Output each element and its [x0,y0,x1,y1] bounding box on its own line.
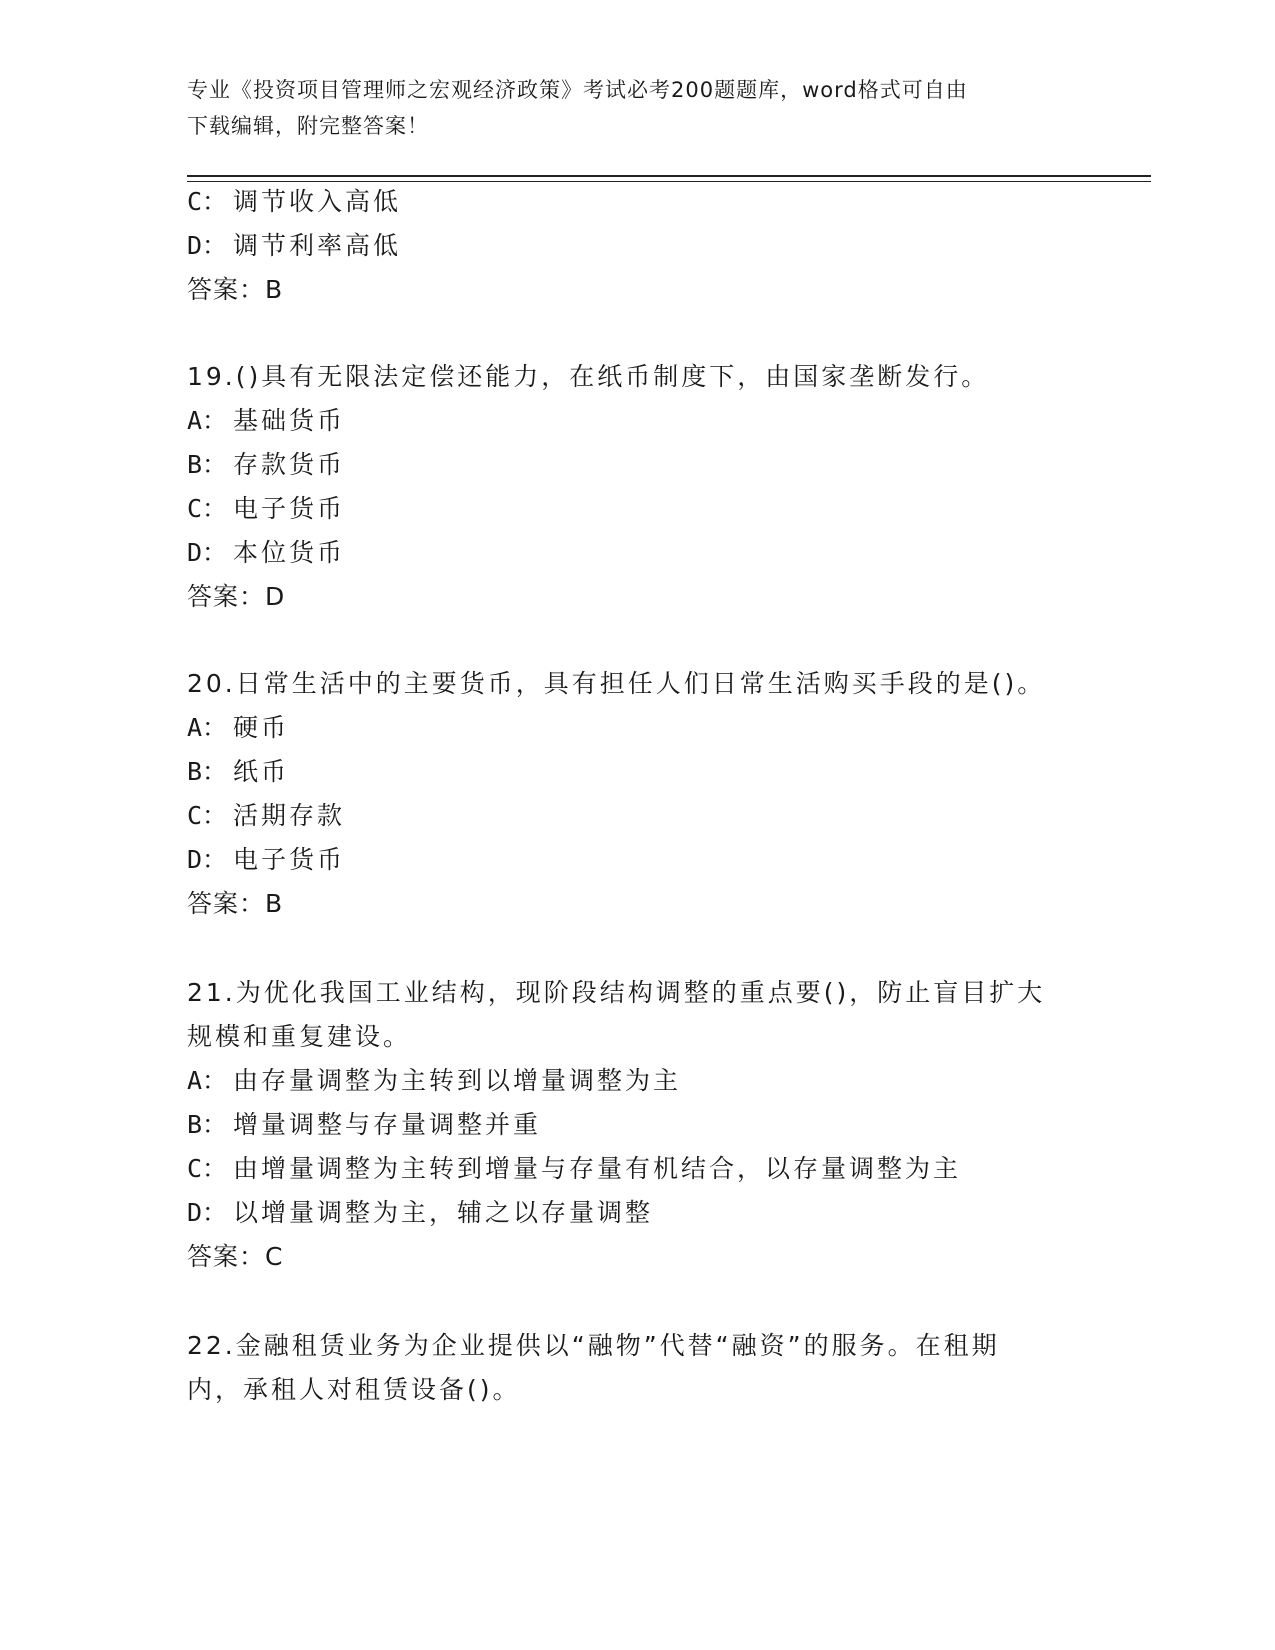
option-text: 增量调整与存量调整并重 [233,1110,542,1139]
option-label: D： [187,231,228,260]
option-text: 以增量调整为主，辅之以存量调整 [233,1198,654,1227]
option-label: C： [187,1154,228,1183]
question-20-option-d [187,843,345,877]
option-label: A： [187,1066,228,1095]
option-text: 活期存款 [233,801,346,830]
question-19-option-c [187,492,345,526]
option-label: D： [187,1198,228,1227]
option-label: D： [187,845,228,874]
question-19-option-b [187,448,345,482]
question-20-option-b [187,755,289,789]
question-21-answer: 答案：C [187,1242,284,1271]
option-label: C： [187,494,228,523]
question-21-stem-line-1: 21.为优化我国工业结构，现阶段结构调整的重点要()，防止盲目扩大 [187,978,1046,1007]
question-21-option-d [187,1196,653,1230]
option-text: 硬币 [233,713,290,742]
option-text: 纸币 [233,757,290,786]
question-21-option-b [187,1108,541,1142]
question-19-answer: 答案：D [187,582,286,611]
option-text: 由增量调整为主转到增量与存量有机结合，以存量调整为主 [233,1154,962,1183]
header-divider-thin [187,181,1151,182]
question-20-option-a [187,711,289,745]
question-20-option-c [187,799,345,833]
option-label: C： [187,801,228,830]
option-text: 存款货币 [233,450,346,479]
question-21-option-a [187,1064,681,1098]
option-text: 调节利率高低 [233,231,402,260]
question-19-stem: 19.()具有无限法定偿还能力，在纸币制度下，由国家垄断发行。 [187,362,990,391]
question-20-answer: 答案：B [187,889,284,918]
question-19-option-a [187,404,345,438]
prev-option-d [187,229,401,263]
header-line-2: 下载编辑，附完整答案！ [187,114,429,138]
option-text: 由存量调整为主转到以增量调整为主 [233,1066,682,1095]
header-line-1: 专业《投资项目管理师之宏观经济政策》考试必考200题题库，word格式可自由 [187,78,968,102]
option-label: A： [187,713,228,742]
option-text: 本位货币 [233,538,346,567]
option-label: A： [187,406,228,435]
option-label: B： [187,450,228,479]
question-22-stem-line-1: 22.金融租赁业务为企业提供以“融物”代替“融资”的服务。在租期 [187,1331,1000,1360]
option-label: D： [187,538,228,567]
prev-option-c [187,185,401,219]
question-22-stem-line-2: 内，承租人对租赁设备()。 [187,1375,521,1404]
option-text: 调节收入高低 [233,187,402,216]
option-label: B： [187,1110,228,1139]
question-21-stem-line-2: 规模和重复建设。 [187,1022,412,1051]
question-21-option-c [187,1152,961,1186]
option-text: 电子货币 [233,494,346,523]
option-text: 基础货币 [233,406,346,435]
prev-answer: 答案：B [187,275,284,304]
document-header [187,72,1077,144]
option-label: B： [187,757,228,786]
option-text: 电子货币 [233,845,346,874]
option-label: C： [187,187,228,216]
question-19-option-d [187,536,345,570]
question-20-stem: 20.日常生活中的主要货币，具有担任人们日常生活购买手段的是()。 [187,669,1046,698]
header-divider-thick [187,175,1151,177]
